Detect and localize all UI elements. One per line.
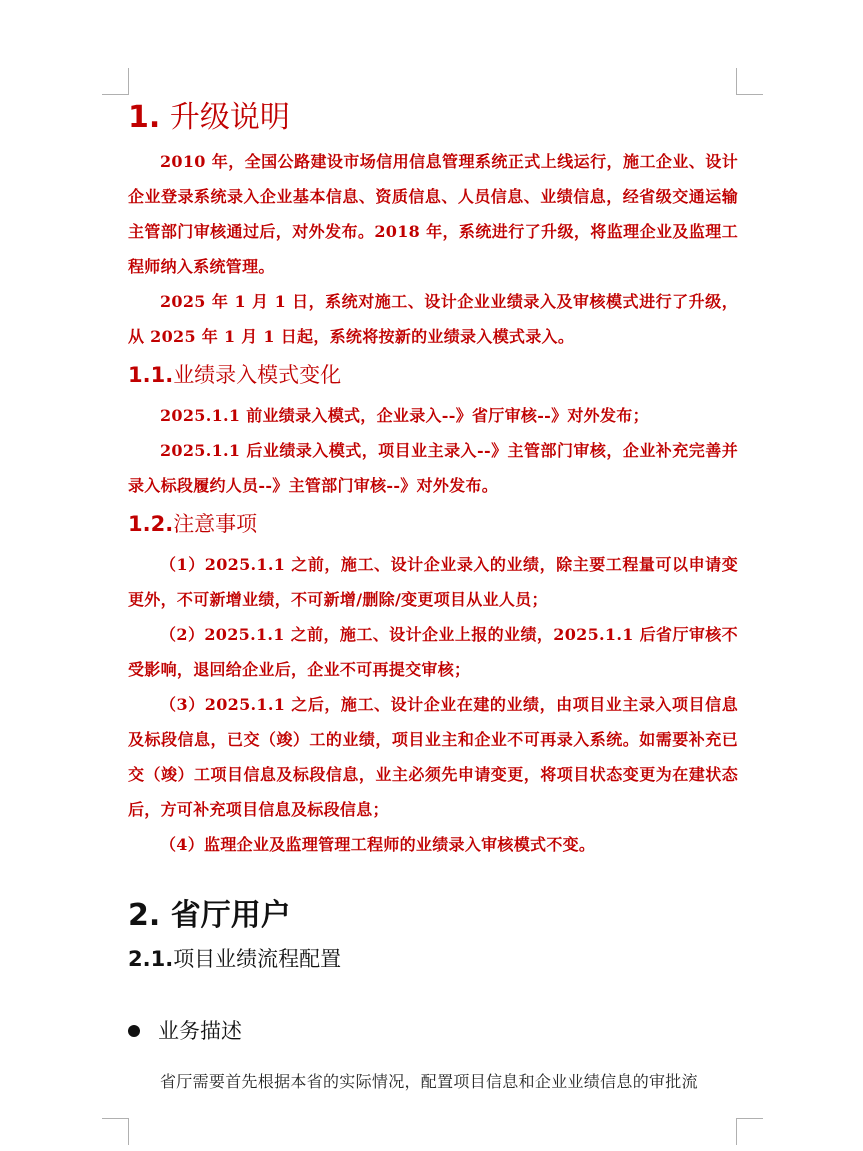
heading-number: 1.1. bbox=[128, 363, 174, 387]
document-page bbox=[128, 96, 738, 1099]
bullet-heading bbox=[128, 1014, 738, 1048]
page-corner-mark-bottom-right bbox=[736, 1118, 763, 1145]
list-item: （1）2025.1.1 之前，施工、设计企业录入的业绩，除主要工程量可以申请变更外，不可新增业绩，不可新增/删除/变更项目从业人员； bbox=[128, 555, 738, 609]
heading-section-2 bbox=[128, 894, 738, 938]
list-item: （4）监理企业及监理管理工程师的业绩录入审核模式不变。 bbox=[160, 835, 596, 854]
list-item: （2）2025.1.1 之前，施工、设计企业上报的业绩，2025.1.1 后省厅审核不受影响，退回给企业后，企业不可再提交审核； bbox=[128, 625, 738, 679]
heading-title: 业绩录入模式变化 bbox=[173, 363, 342, 387]
paragraph: 2025 年 1 月 1 日，系统对施工、设计企业业绩录入及审核模式进行了升级，从 2025 年 1 月 1 日起，系统将按新的业绩录入模式录入。 bbox=[128, 292, 738, 346]
page-corner-mark-bottom-left bbox=[102, 1118, 129, 1145]
heading-title: 注意事项 bbox=[173, 512, 258, 536]
heading-title: 省厅用户 bbox=[170, 898, 291, 933]
bullet-dot-icon bbox=[128, 1025, 140, 1037]
paragraph: 2010 年，全国公路建设市场信用信息管理系统正式上线运行，施工企业、设计企业登录系统录入企业基本信息、资质信息、人员信息、业绩信息，经省级交通运输主管部门审核通过后，对外发布。2018 年，系统进行了升级，将监理企业及监理工程师纳入系统管理。 bbox=[128, 152, 738, 276]
heading-section-2-1 bbox=[128, 942, 738, 976]
page-corner-mark-top-left bbox=[102, 68, 129, 95]
heading-number: 1.2. bbox=[128, 512, 174, 536]
heading-number: 1. bbox=[128, 100, 161, 135]
heading-number: 2. bbox=[128, 898, 161, 933]
heading-section-1-2 bbox=[128, 507, 738, 541]
paragraph: 省厅需要首先根据本省的实际情况，配置项目信息和企业业绩信息的审批流 bbox=[160, 1072, 698, 1091]
paragraph: 2025.1.1 后业绩录入模式，项目业主录入--》主管部门审核，企业补充完善并录入标段履约人员--》主管部门审核--》对外发布。 bbox=[128, 441, 738, 495]
heading-title: 升级说明 bbox=[169, 100, 290, 135]
heading-section-1 bbox=[128, 96, 738, 140]
page-corner-mark-top-right bbox=[736, 68, 763, 95]
heading-number: 2.1. bbox=[128, 947, 174, 971]
heading-section-1-1 bbox=[128, 358, 738, 392]
list-item: （3）2025.1.1 之后，施工、设计企业在建的业绩，由项目业主录入项目信息及标段信息，已交（竣）工的业绩，项目业主和企业不可再录入系统。如需要补充已交（竣）工项目信息及标段信息，业主必须先申请变更，将项目状态变更为在建状态后，方可补充项目信息及标段信息； bbox=[128, 695, 738, 819]
bullet-heading-text: 业务描述 bbox=[158, 1019, 242, 1043]
heading-title: 项目业绩流程配置 bbox=[173, 947, 342, 971]
paragraph: 2025.1.1 前业绩录入模式，企业录入--》省厅审核--》对外发布； bbox=[160, 406, 649, 425]
